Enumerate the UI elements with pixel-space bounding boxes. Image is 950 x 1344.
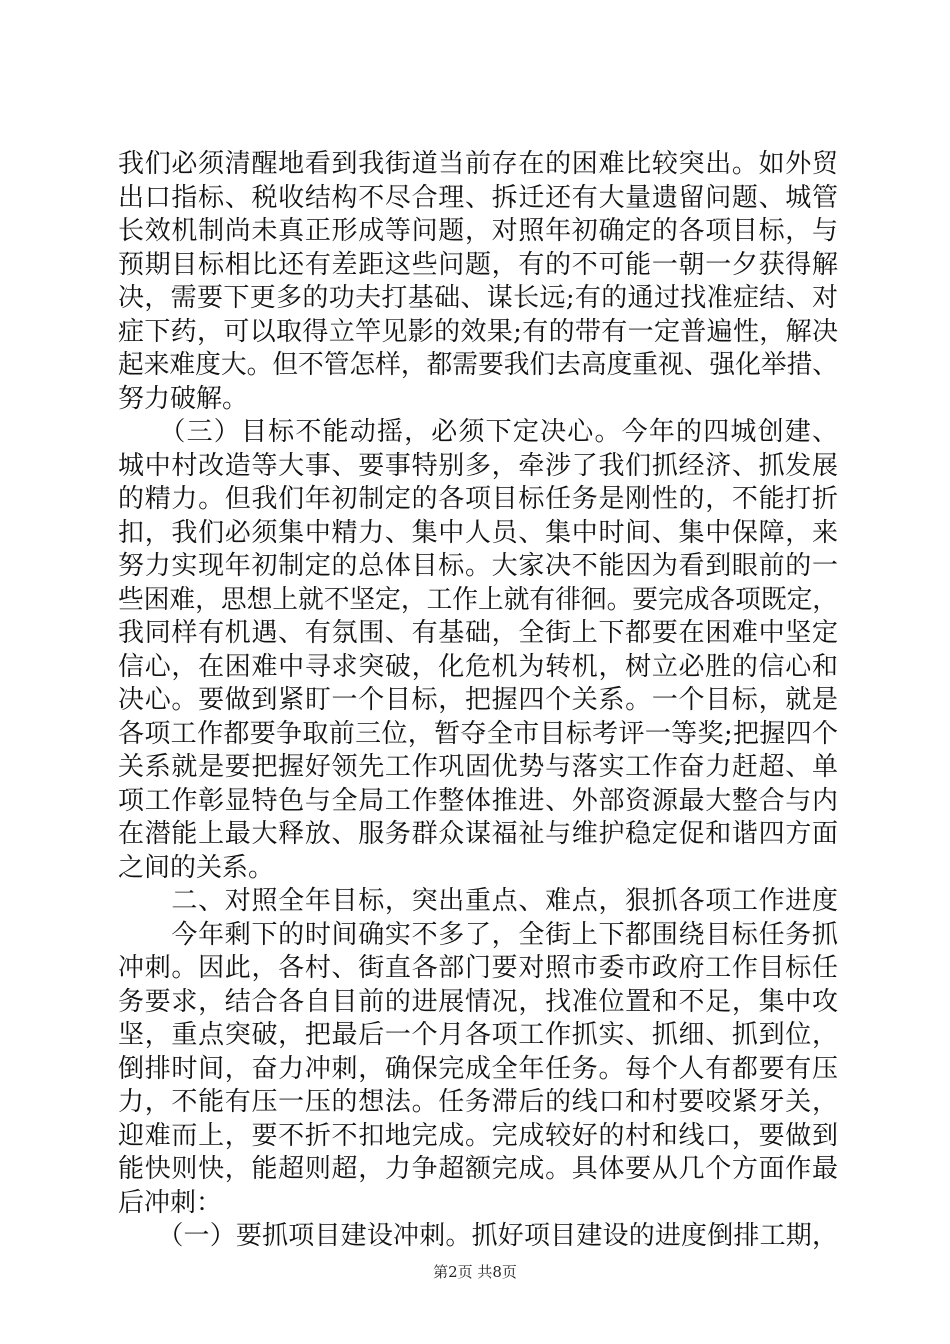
text-line: 决，需要下更多的功夫打基础、谋长远;有的通过找准症结、对 <box>118 283 838 313</box>
page-number: 第2页 共8页 <box>433 1263 517 1281</box>
text-line: 务要求，结合各自目前的进展情况，找准位置和不足，集中攻 <box>118 986 838 1017</box>
text-line: 长效机制尚未真正形成等问题，对照年初确定的各项目标，与 <box>118 216 838 246</box>
text-line: 之间的关系。 <box>118 852 275 883</box>
text-line: 能快则快，能超则超，力争超额完成。具体要从几个方面作最 <box>118 1154 838 1184</box>
text-line: 出口指标、税收结构不尽合理、拆迁还有大量遗留问题、城管 <box>118 182 838 213</box>
text-line: 决心。要做到紧盯一个目标，把握四个关系。一个目标，就是 <box>118 685 838 715</box>
text-line: 各项工作都要争取前三位，暂夺全市目标考评一等奖;把握四个 <box>118 718 838 749</box>
text-line: 力，不能有压一压的想法。任务滞后的线口和村要咬紧牙关， <box>118 1087 838 1117</box>
text-line: 信心，在困难中寻求突破，化危机为转机，树立必胜的信心和 <box>118 651 838 682</box>
text-line: 项工作彰显特色与全局工作整体推进、外部资源最大整合与内 <box>118 785 838 816</box>
text-line: （三）目标不能动摇，必须下定决心。今年的四城创建、 <box>118 417 838 447</box>
text-line: 二、对照全年目标，突出重点、难点，狠抓各项工作进度 <box>118 886 838 916</box>
text-line: 努力破解。 <box>118 383 249 414</box>
text-line: 扣，我们必须集中精力、集中人员、集中时间、集中保障，来 <box>118 517 838 548</box>
text-line: （一）要抓项目建设冲刺。抓好项目建设的进度倒排工期， <box>118 1221 838 1251</box>
text-line: 冲刺。因此，各村、街直各部门要对照市委市政府工作目标任 <box>118 953 838 983</box>
text-line: 坚，重点突破，把最后一个月各项工作抓实、抓细、抓到位， <box>118 1020 838 1050</box>
text-line: 城中村改造等大事、要事特别多，牵涉了我们抓经济、抓发展 <box>118 450 838 481</box>
text-line: 迎难而上，要不折不扣地完成。完成较好的村和线口，要做到 <box>118 1120 838 1151</box>
text-line: 努力实现年初制定的总体目标。大家决不能因为看到眼前的一 <box>118 551 838 581</box>
text-line: 预期目标相比还有差距这些问题，有的不可能一朝一夕获得解 <box>118 249 838 280</box>
text-line: 些困难，思想上就不坚定，工作上就有徘徊。要完成各项既定， <box>118 584 839 615</box>
text-line: 倒排时间，奋力冲刺，确保完成全年任务。每个人有都要有压 <box>118 1053 838 1084</box>
text-line: 的精力。但我们年初制定的各项目标任务是刚性的，不能打折 <box>118 484 838 514</box>
body-text <box>118 148 838 1254</box>
text-line: 我同样有机遇、有氛围、有基础，全街上下都要在困难中坚定 <box>118 618 838 648</box>
text-line: 我们必须清醒地看到我街道当前存在的困难比较突出。如外贸 <box>118 149 838 179</box>
text-line: 症下药，可以取得立竿见影的效果;有的带有一定普遍性，解决 <box>118 316 838 347</box>
text-line: 关系就是要把握好领先工作巩固优势与落实工作奋力赶超、单 <box>118 752 838 782</box>
text-line: 今年剩下的时间确实不多了，全街上下都围绕目标任务抓 <box>118 919 838 950</box>
text-line: 后冲刺： <box>118 1187 223 1218</box>
text-line: 起来难度大。但不管怎样，都需要我们去高度重视、强化举措、 <box>118 350 839 380</box>
text-line: 在潜能上最大释放、服务群众谋福祉与维护稳定促和谐四方面 <box>118 819 838 849</box>
